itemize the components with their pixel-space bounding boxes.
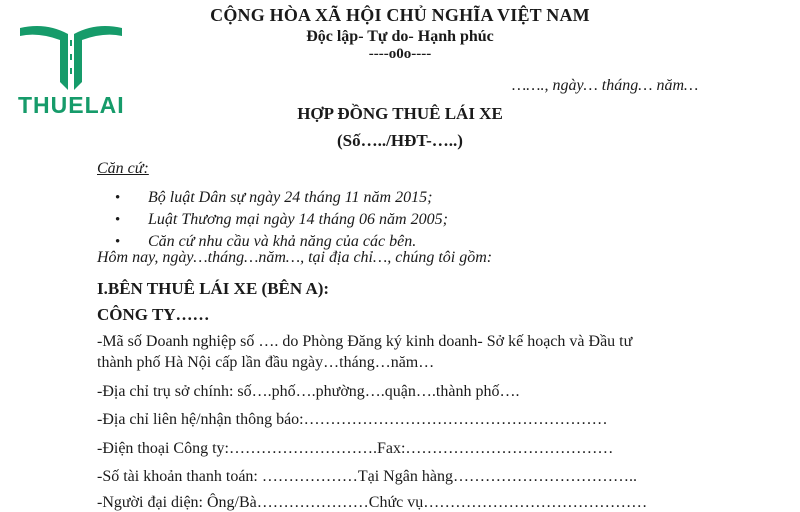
contact-address-field: -Địa chỉ liên hệ/nhận thông báo:………………………………………………… (97, 411, 608, 428)
document-title: HỢP ĐỒNG THUÊ LÁI XE (297, 104, 503, 123)
company-name: CÔNG TY…… (97, 305, 210, 324)
registration-field-continued: thành phố Hà Nội cấp lần đầu ngày…tháng…năm… (97, 354, 435, 371)
bank-account-field: -Số tài khoản thanh toán: ………………Tại Ngân hàng…………………………….. (97, 468, 637, 485)
header-separator: ----o0o---- (368, 46, 432, 62)
representative-field: -Người đại diện: Ông/Bà…………………Chức vụ…………………………………… (97, 494, 648, 511)
motto: Độc lập- Tự do- Hạnh phúc (306, 28, 494, 45)
date-line: ……., ngày… tháng… năm… (512, 77, 699, 94)
basis-heading: Căn cứ: (97, 160, 149, 177)
basis-item: • Luật Thương mại ngày 14 tháng 06 năm 2005; (115, 209, 448, 231)
registration-field: -Mã số Doanh nghiệp số …. do Phòng Đăng ký kinh doanh- Sở kế hoạch và Đầu tư (97, 333, 633, 350)
logo-text: THUELAI (18, 92, 125, 118)
today-line: Hôm nay, ngày…tháng…năm…, tại địa chỉ…, chúng tôi gồm: (97, 249, 493, 266)
nation-heading: CỘNG HÒA XÃ HỘI CHỦ NGHĨA VIỆT NAM (210, 5, 590, 25)
phone-fax-field: -Điện thoại Công ty:……………………….Fax:………………………………… (97, 440, 614, 457)
basis-item: • Bộ luật Dân sự ngày 24 tháng 11 năm 2015; (115, 187, 448, 209)
basis-item: • Căn cứ nhu cầu và khả năng của các bên. (115, 231, 448, 253)
section-a-heading: I.BÊN THUÊ LÁI XE (BÊN A): (97, 279, 330, 298)
head-office-field: -Địa chỉ trụ sở chính: số….phố….phường….quận….thành phố…. (97, 383, 520, 400)
basis-list (115, 187, 448, 253)
document-number: (Số…../HĐT-…..) (337, 131, 463, 150)
